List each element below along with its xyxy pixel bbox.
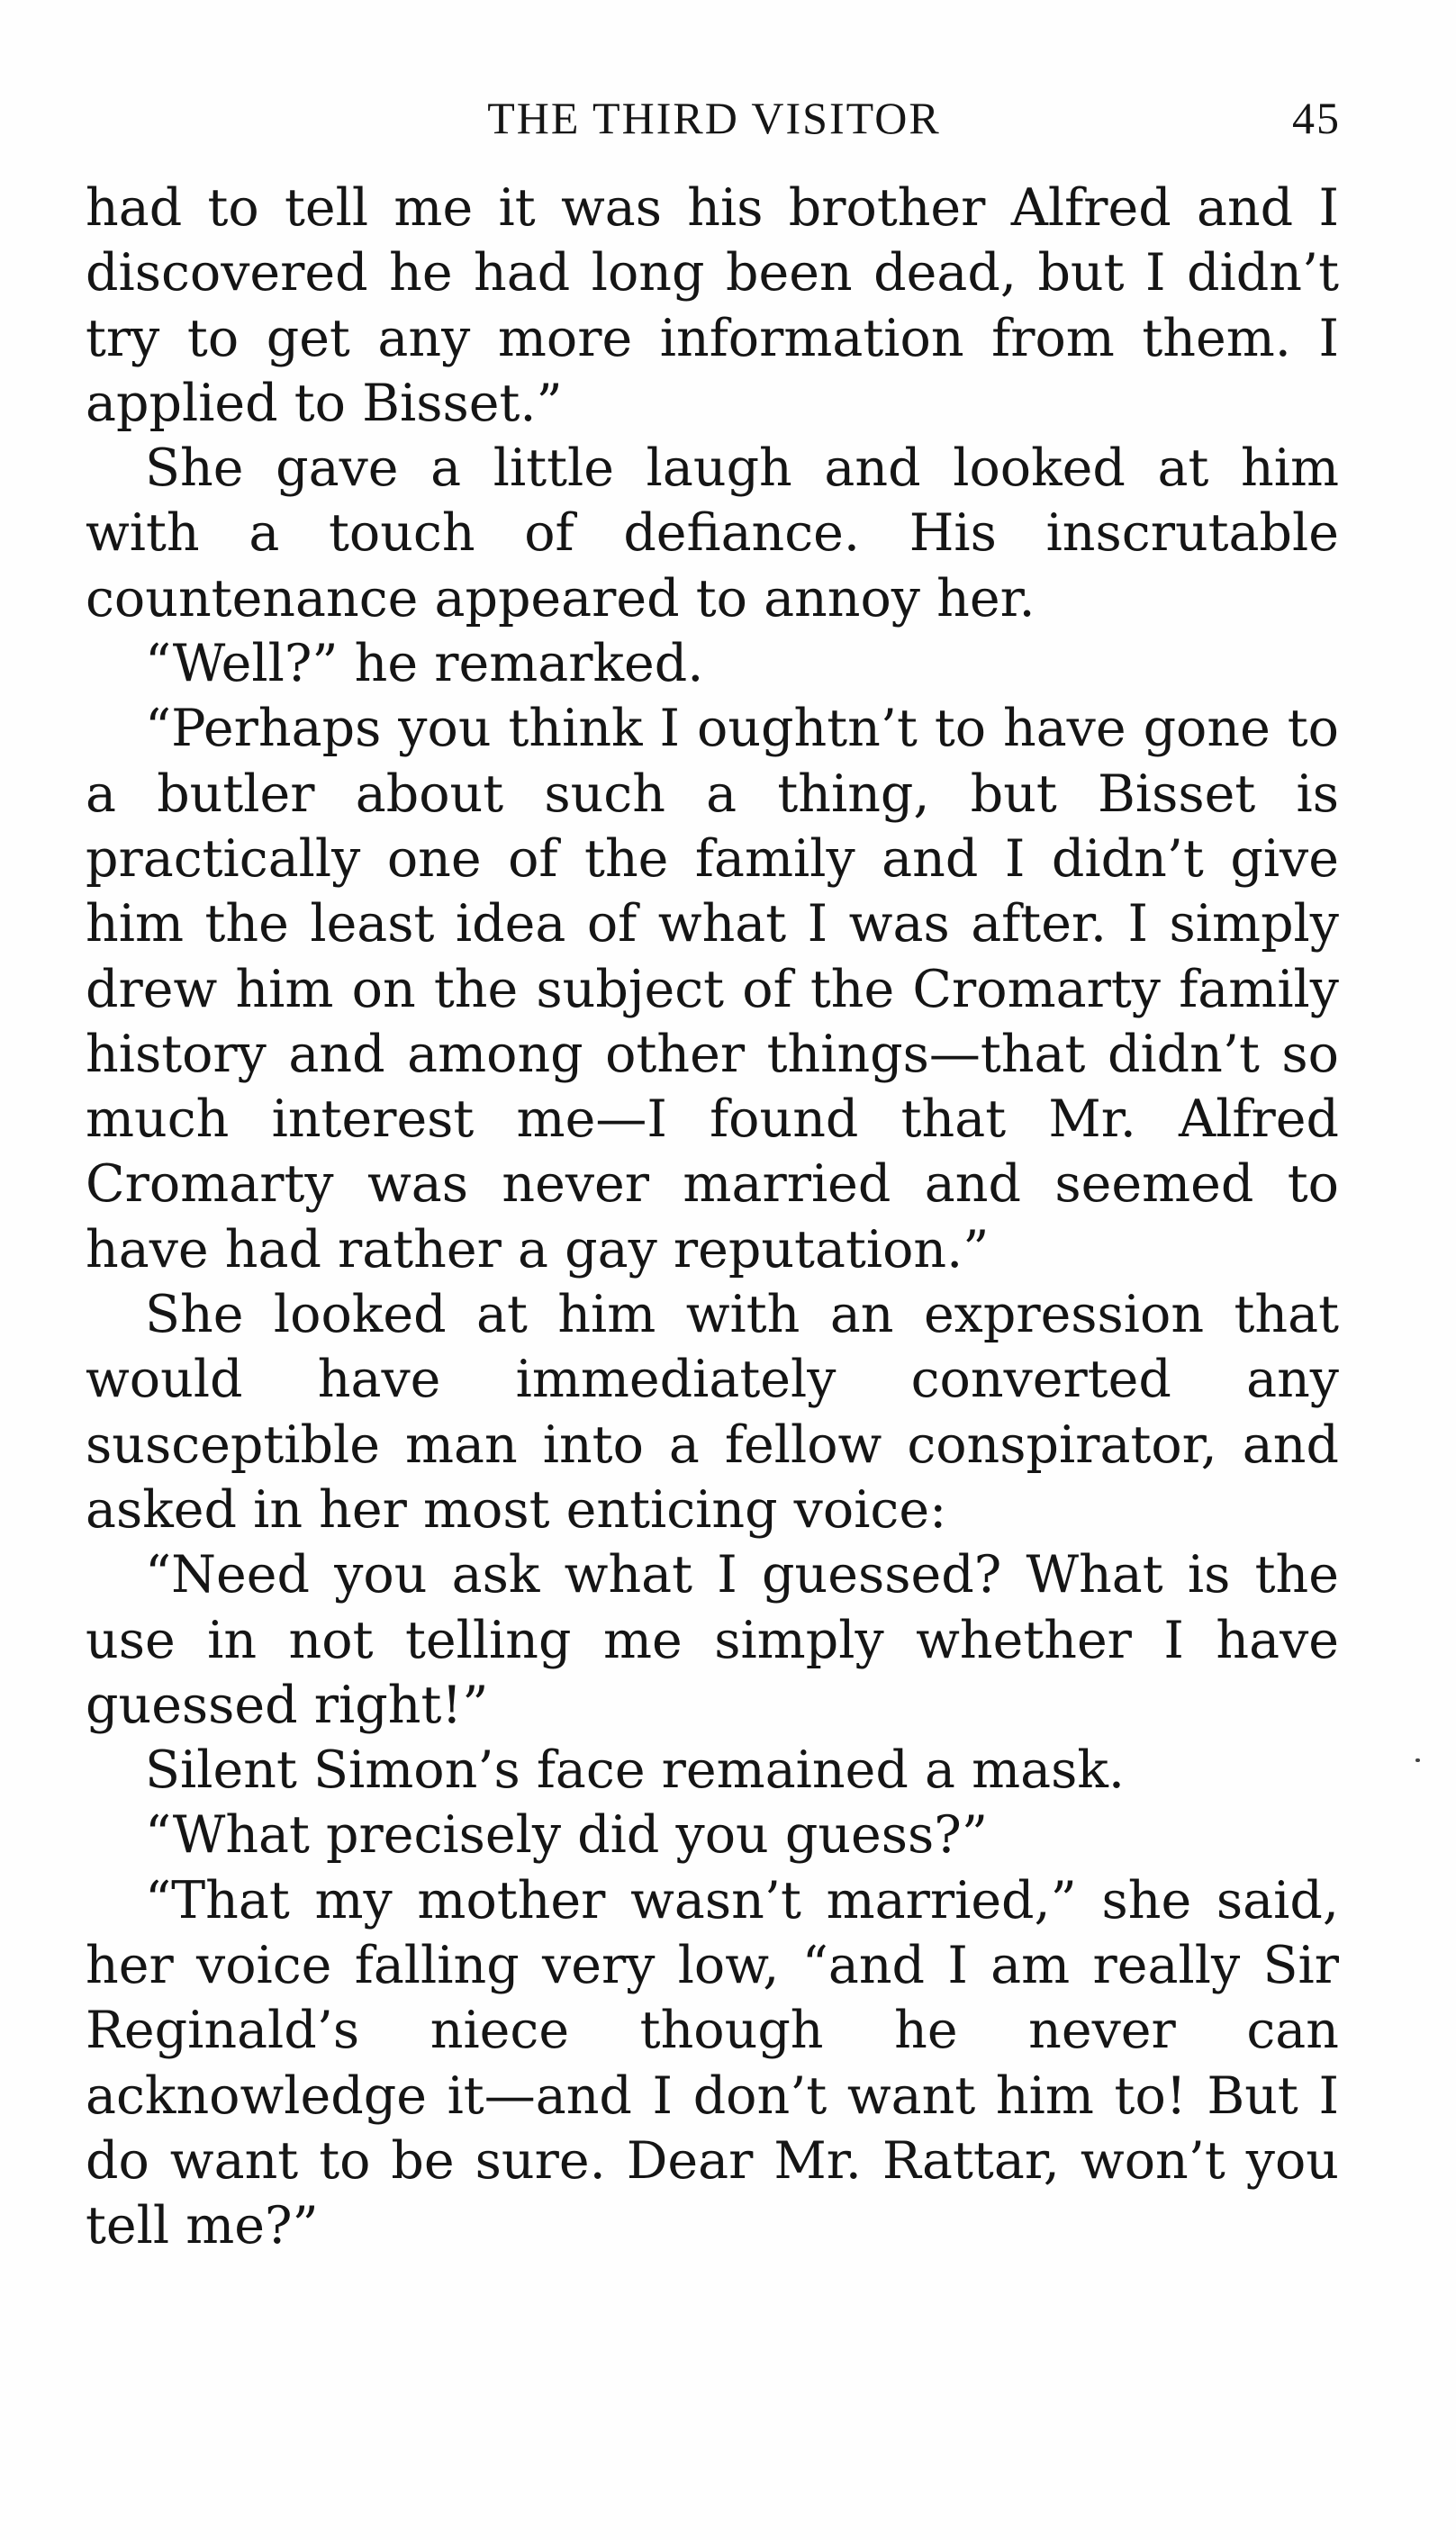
running-title: THE THIRD VISITOR: [487, 93, 941, 143]
running-head: [87, 92, 1341, 155]
paragraph-9: “That my mother wasn’t married,” she said, her voice falling very low, “and I am really Sir Reginald’s niece though he never can acknowledge it—and I don’t want him to! But I do want to be sure. Dear Mr. Rattar, won’t you tell me?”: [86, 1870, 1339, 2256]
paragraph-5: She looked at him with an expression that would have immediately converted any susceptible man into a fellow conspirator, and asked in her most enticing voice:: [86, 1285, 1339, 1540]
paragraph-2: She gave a little laugh and looked at him with a touch of defiance. His inscrutable countenance appeared to annoy her.: [86, 438, 1339, 628]
paragraph-6: “Need you ask what I guessed? What is the use in not telling me simply whether I have guessed right!”: [86, 1545, 1339, 1735]
paragraph-7: Silent Simon’s face remained a mask.: [145, 1740, 1126, 1801]
paragraph-4: “Perhaps you think I oughtn’t to have gone to a butler about such a thing, but Bisset is practically one of the family and I didn’t give him the least idea of what I was after. I simply drew him on the subject of the Cromarty family history and among other things—that didn’t so much interest me—I found that Mr. Alfred Cromarty was never married and seemed to have had rather a gay reputation.”: [86, 699, 1339, 1279]
ink-speck: [1415, 1758, 1420, 1762]
page-number: 45: [1292, 93, 1341, 143]
body-text: [86, 176, 1339, 2259]
paragraph-8: “What precisely did you guess?”: [145, 1805, 988, 1866]
paragraph-1: had to tell me it was his brother Alfred and I discovered he had long been dead, but I didn’t try to get any more information from them. I applied to Bisset.”: [86, 178, 1339, 433]
paragraph-3: “Well?” he remarked.: [145, 634, 704, 694]
